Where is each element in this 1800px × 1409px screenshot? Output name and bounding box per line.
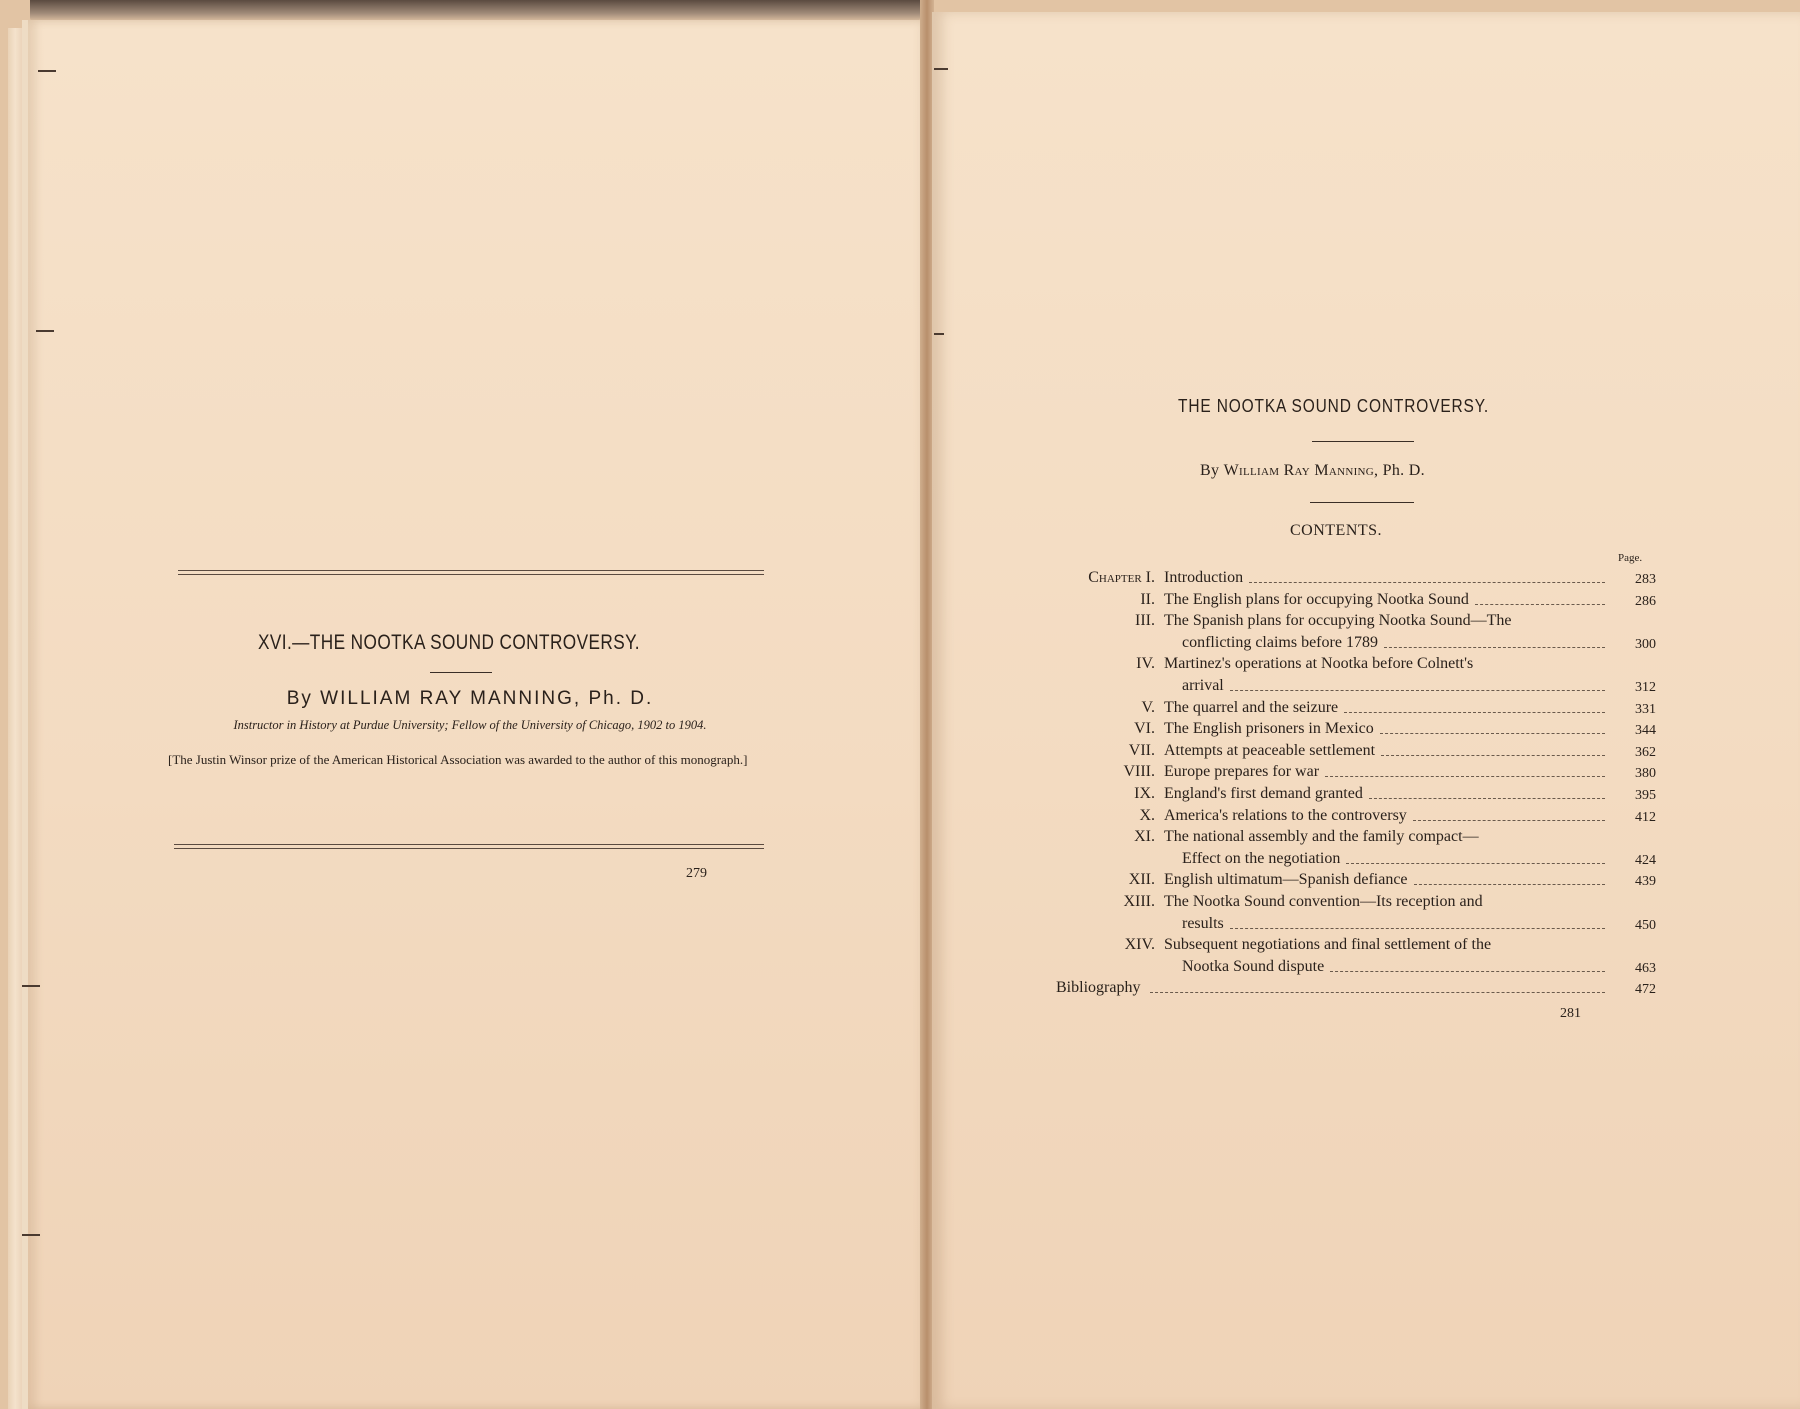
chapter-title-line: The national assembly and the family compact—	[1164, 828, 1479, 846]
binding-stitch	[22, 1234, 40, 1236]
title-divider	[1312, 441, 1414, 442]
chapter-title-line: The English plans for occupying Nootka Sound	[1164, 590, 1469, 608]
chapter-page-number: 439	[1635, 874, 1656, 890]
leader-dots	[1325, 776, 1605, 777]
chapter-page-number: 412	[1635, 809, 1656, 825]
title-divider	[430, 672, 492, 673]
chapter-numeral: XII.	[1128, 871, 1155, 889]
chapter-title-line: Martinez's operations at Nootka before Colnett's	[1164, 655, 1474, 673]
chapter-page-number: 362	[1635, 744, 1656, 760]
leader-dots	[1230, 690, 1605, 691]
chapter-page-number: 283	[1635, 572, 1656, 587]
chapter-number	[955, 891, 1155, 912]
chapter-numeral: I.	[1145, 569, 1155, 586]
chapter-page-number: 286	[1635, 593, 1656, 609]
leader-dots	[1330, 971, 1605, 972]
bibliography-label: Bibliography	[1056, 979, 1141, 997]
prize-note: [The Justin Winsor prize of the American Historical Association was awarded to the author of this monograph.]	[168, 752, 748, 767]
chapter-numeral: II.	[1140, 590, 1155, 608]
chapter-title-line: results	[1182, 914, 1224, 932]
chapter-title-line: Subsequent negotiations and final settlement of the	[1164, 936, 1492, 954]
top-double-rule	[178, 570, 764, 571]
chapter-numeral: VI.	[1134, 720, 1155, 738]
chapter-page-number: 395	[1635, 788, 1656, 803]
chapter-title-line: The quarrel and the seizure	[1164, 698, 1339, 716]
leader-dots	[1384, 647, 1605, 648]
page-column-label: Page.	[1618, 552, 1643, 564]
chapter-title-line: England's first demand granted	[1164, 785, 1363, 802]
chapter-title-line: Attempts at peaceable settlement	[1164, 741, 1376, 759]
chapter-page-number: 450	[1635, 917, 1656, 933]
chapter-page-number: 331	[1635, 701, 1656, 717]
binding-stitch	[934, 333, 944, 335]
chapter-number	[955, 567, 1155, 588]
byline-suffix: , Ph. D.	[1374, 462, 1425, 479]
chapter-page-number: 312	[1635, 680, 1656, 695]
bottom-double-rule	[174, 844, 764, 845]
left-page	[22, 20, 928, 1409]
chapter-title-line: The Nootka Sound convention—Its reception and	[1164, 893, 1483, 910]
chapter-title-line: America's relations to the controversy	[1164, 806, 1407, 824]
page-title: XVI.—THE NOOTKA SOUND CONTROVERSY.	[258, 631, 641, 654]
byline-divider	[1310, 502, 1414, 503]
page-number: 281	[1560, 1006, 1581, 1021]
author-byline	[1200, 462, 1425, 480]
chapter-numeral: XIII.	[1123, 893, 1155, 910]
chapter-numeral: VII.	[1128, 741, 1155, 759]
chapter-number	[955, 805, 1155, 826]
chapter-title-line: The English prisoners in Mexico	[1164, 720, 1374, 738]
author-byline: By WILLIAM RAY MANNING, Ph. D.	[286, 688, 654, 709]
chapter-number	[955, 697, 1155, 718]
chapter-number	[955, 869, 1155, 890]
chapter-number	[955, 740, 1155, 761]
chapter-numeral: VIII.	[1123, 763, 1155, 781]
chapter-title-line: The Spanish plans for occupying Nootka Sound—The	[1164, 612, 1512, 630]
byline-prefix: By	[1200, 462, 1224, 479]
leader-dots	[1414, 884, 1605, 885]
chapter-page-number: 300	[1635, 636, 1656, 652]
chapter-title-line: Introduction	[1164, 569, 1244, 586]
chapter-numeral: X.	[1139, 806, 1155, 824]
chapter-page-number: 463	[1635, 960, 1656, 976]
chapter-numeral: V.	[1141, 698, 1155, 716]
chapter-numeral: XI.	[1134, 828, 1155, 846]
leader-dots	[1150, 992, 1605, 993]
chapter-numeral: XIV.	[1124, 936, 1155, 954]
chapter-label: Chapter	[1088, 569, 1146, 586]
chapter-title-line: Europe prepares for war	[1164, 763, 1320, 781]
byline-name: William Ray Manning	[1223, 462, 1375, 479]
chapter-number	[955, 934, 1155, 955]
chapter-number	[955, 718, 1155, 739]
binding-stitch	[38, 70, 56, 72]
binding-stitch	[934, 68, 948, 70]
chapter-numeral: III.	[1135, 612, 1155, 630]
leader-dots	[1369, 798, 1605, 799]
leader-dots	[1346, 863, 1605, 864]
contents-heading: CONTENTS.	[1290, 522, 1383, 539]
leader-dots	[1381, 755, 1605, 756]
author-affiliation: Instructor in History at Purdue University; Fellow of the University of Chicago, 1902 to 1904.	[233, 718, 707, 732]
chapter-number	[955, 783, 1155, 804]
chapter-title-line: Effect on the negotiation	[1182, 849, 1341, 867]
chapter-title-line: conflicting claims before 1789	[1182, 633, 1378, 651]
leader-dots	[1249, 582, 1605, 583]
leader-dots	[1344, 712, 1605, 713]
leader-dots	[1413, 820, 1605, 821]
chapter-number	[955, 761, 1155, 782]
chapter-number	[955, 610, 1155, 631]
chapter-page-number: 380	[1635, 766, 1656, 782]
leader-dots	[1380, 733, 1605, 734]
chapter-page-number: 344	[1635, 723, 1656, 739]
page-title: THE NOOTKA SOUND CONTROVERSY.	[1178, 396, 1490, 416]
chapter-title-line: Nootka Sound dispute	[1182, 957, 1325, 975]
binding-stitch	[22, 985, 40, 987]
leader-dots	[1230, 928, 1605, 929]
book-top-edge	[30, 0, 920, 22]
chapter-number	[955, 653, 1155, 674]
leader-dots	[1475, 604, 1605, 605]
binding-stitch	[36, 330, 54, 332]
chapter-title-line: English ultimatum—Spanish defiance	[1164, 871, 1408, 889]
page-number: 279	[686, 866, 707, 881]
chapter-page-number: 424	[1635, 852, 1656, 868]
chapter-numeral: IX.	[1134, 785, 1155, 802]
chapter-title-line: arrival	[1182, 677, 1224, 694]
bibliography-page-number: 472	[1635, 982, 1656, 998]
chapter-number	[955, 589, 1155, 610]
chapter-numeral: IV.	[1136, 655, 1155, 673]
chapter-number	[955, 826, 1155, 847]
